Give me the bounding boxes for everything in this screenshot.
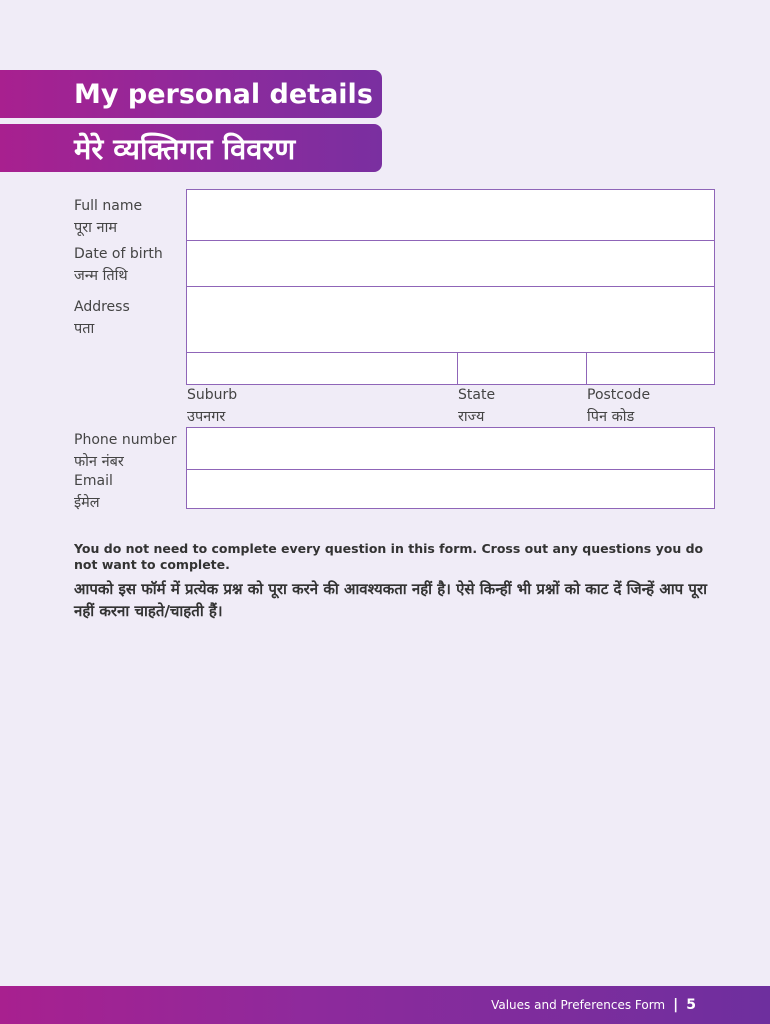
section-title-english: My personal details bbox=[0, 70, 382, 118]
postcode-label-hi: पिन कोड bbox=[587, 409, 635, 425]
footer-document-title: Values and Preferences Form bbox=[491, 998, 666, 1012]
suburb-input[interactable] bbox=[186, 352, 458, 385]
section-title-hindi: मेरे व्यक्तिगत विवरण bbox=[0, 124, 382, 172]
page-number: 5 bbox=[686, 997, 696, 1013]
state-input[interactable] bbox=[457, 352, 587, 385]
phone-input[interactable] bbox=[186, 427, 715, 470]
address-label bbox=[74, 298, 130, 338]
full-name-input[interactable] bbox=[186, 189, 715, 241]
full-name-label-en: Full name bbox=[74, 198, 143, 214]
instruction-note-english: You do not need to complete every question in this form. Cross out any questions you do not want to complete. bbox=[74, 541, 704, 572]
email-label-en: Email bbox=[74, 473, 113, 489]
state-label-hi: राज्य bbox=[458, 409, 485, 425]
email-input[interactable] bbox=[186, 469, 715, 509]
full-name-label bbox=[74, 197, 142, 237]
page-footer bbox=[0, 986, 770, 1024]
instruction-note-hindi: आपको इस फॉर्म में प्रत्येक प्रश्न को पूरा करने की आवश्यकता नहीं है। ऐसे किन्हीं भी प्रश्नों को काट दें जिन्हें आप पूरा नहीं करना चाहते/चाहती हैं। bbox=[74, 580, 707, 620]
email-label bbox=[74, 472, 113, 512]
dob-label-en: Date of birth bbox=[74, 246, 163, 262]
phone-label-en: Phone number bbox=[74, 432, 177, 448]
suburb-label-hi: उपनगर bbox=[187, 409, 226, 425]
address-input[interactable] bbox=[186, 286, 715, 353]
dob-label-hi: जन्म तिथि bbox=[74, 268, 128, 284]
postcode-label bbox=[587, 386, 650, 426]
full-name-label-hi: पूरा नाम bbox=[74, 220, 118, 236]
state-label-en: State bbox=[458, 387, 496, 403]
dob-input[interactable] bbox=[186, 240, 715, 287]
state-label bbox=[458, 386, 495, 426]
phone-label bbox=[74, 431, 176, 471]
address-label-en: Address bbox=[74, 299, 130, 315]
address-label-hi: पता bbox=[74, 321, 95, 337]
phone-label-hi: फोन नंबर bbox=[74, 454, 124, 470]
email-label-hi: ईमेल bbox=[74, 495, 100, 511]
footer-separator: | bbox=[673, 997, 679, 1013]
suburb-label bbox=[187, 386, 237, 426]
postcode-label-en: Postcode bbox=[587, 387, 651, 403]
suburb-label-en: Suburb bbox=[187, 387, 238, 403]
postcode-input[interactable] bbox=[586, 352, 715, 385]
dob-label bbox=[74, 245, 163, 285]
